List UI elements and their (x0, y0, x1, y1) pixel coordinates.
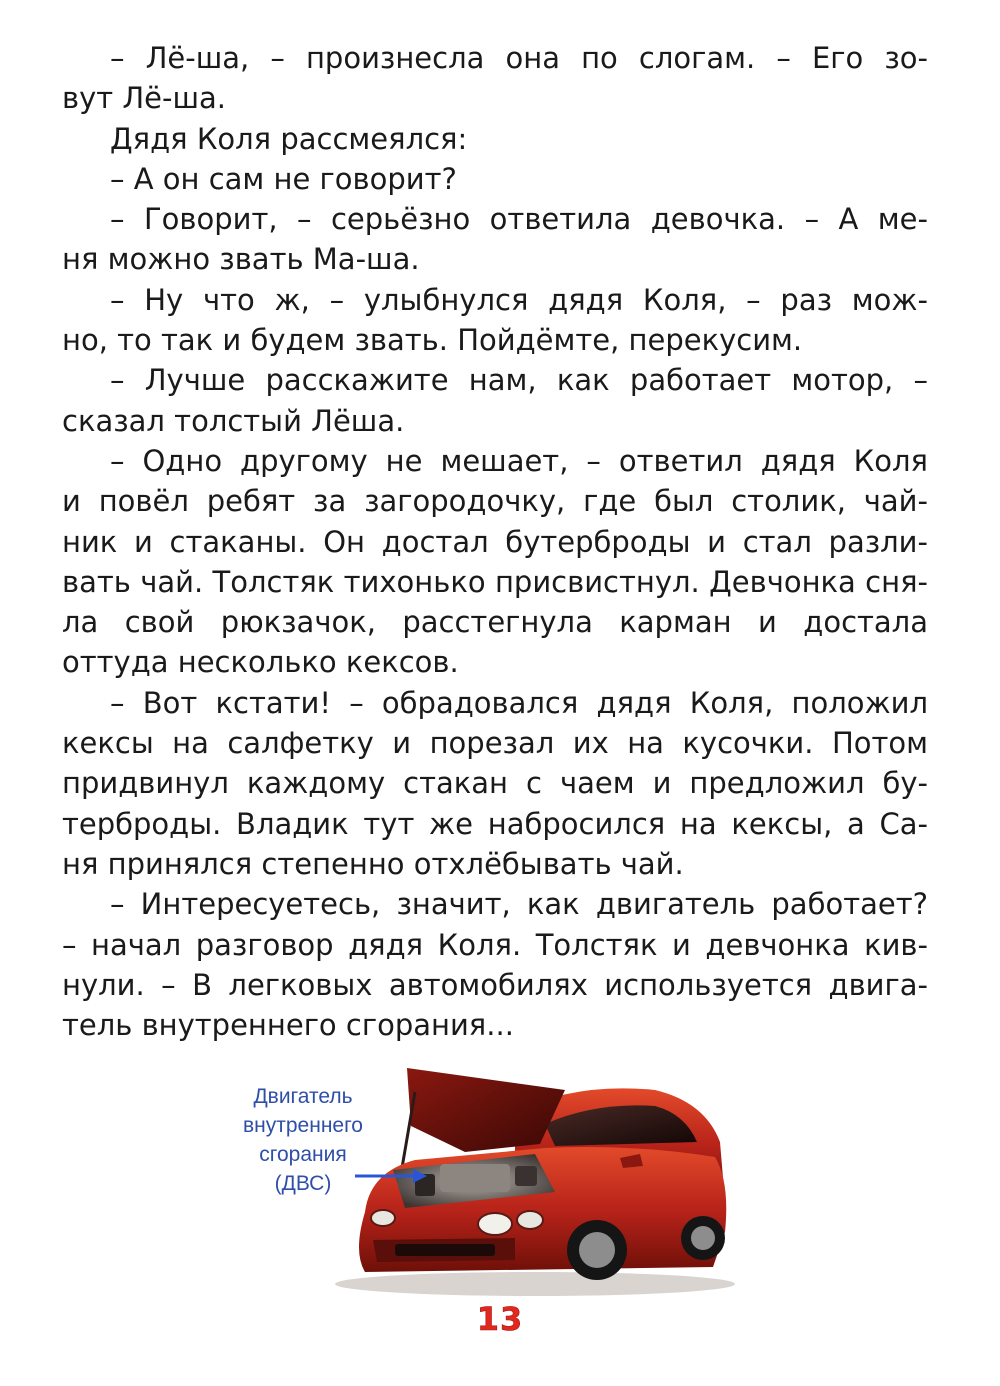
page-number: 13 (476, 1300, 524, 1338)
text-line: – Лё-ша, – произнесла она по слогам. – Его зо- (110, 41, 928, 75)
text-line: нули. – В легковых автомобилях используется двига- (62, 967, 928, 1002)
engine-block (440, 1164, 510, 1192)
text-line: – Говорит, – серьёзно ответила девочка. – А ме- (110, 202, 928, 237)
text-line: – Вот кстати! – обрадовался дядя Коля, положил (110, 685, 928, 720)
text-line: оттуда несколько кексов. (62, 645, 459, 680)
text-line: придвинул каждому стакан с чаем и предложил бу- (62, 766, 928, 801)
headlight (517, 1211, 543, 1229)
text-line: – Интересуетесь, значит, как двигатель работает? (110, 887, 928, 922)
headlight (371, 1210, 395, 1226)
rear-wheel-rim (691, 1226, 715, 1250)
story-text (62, 38, 928, 1045)
engine-label-line: внутреннего (243, 1114, 363, 1137)
text-line: ня можно звать Ма-ша. (62, 242, 420, 277)
text-line: кексы на салфетку и порезал их на кусочки. Потом (62, 726, 928, 761)
car-shadow (335, 1272, 735, 1296)
text-line: – А он сам не говорит? (110, 161, 457, 196)
text-line: ня принялся степенно отхлёбывать чай. (62, 846, 684, 881)
engine-label-line: сгорания (259, 1143, 347, 1166)
text-line: – начал разговор дядя Коля. Толстяк и девчонка кив- (62, 927, 928, 962)
text-line: терброды. Владик тут же набросился на кексы, а Са- (62, 806, 928, 841)
text-line: – Ну что ж, – улыбнулся дядя Коля, – раз мож- (110, 282, 928, 317)
text-line: сказал толстый Лёша. (62, 403, 405, 438)
text-line: вут Лё-ша. (62, 81, 227, 116)
engine-part (515, 1166, 537, 1186)
text-line: Дядя Коля рассмеялся: (110, 121, 468, 156)
text-line: – Одно другому не мешает, – ответил дядя Коля (110, 443, 928, 478)
engine-label-line: (ДВС) (274, 1172, 332, 1195)
engine-label-line: Двигатель (253, 1085, 353, 1108)
text-line: – Лучше расскажите нам, как работает мотор, – (110, 363, 928, 398)
text-line: вать чай. Толстяк тихонько присвистнул. Девчонка сня- (62, 564, 928, 599)
grille (395, 1244, 495, 1256)
text-line: ла свой рюкзачок, расстегнула карман и достала (62, 605, 928, 640)
text-line: и повёл ребят за загородочку, где был столик, чай- (62, 484, 928, 519)
car-hood (407, 1068, 565, 1152)
text-line: ник и стаканы. Он достал бутерброды и стал разли- (62, 524, 928, 559)
front-wheel-rim (579, 1232, 615, 1268)
text-line: но, то так и будем звать. Пойдёмте, перекусим. (62, 323, 803, 358)
headlight (478, 1213, 512, 1235)
engine-label (218, 1082, 388, 1198)
text-line: тель внутреннего сгорания... (62, 1008, 514, 1043)
